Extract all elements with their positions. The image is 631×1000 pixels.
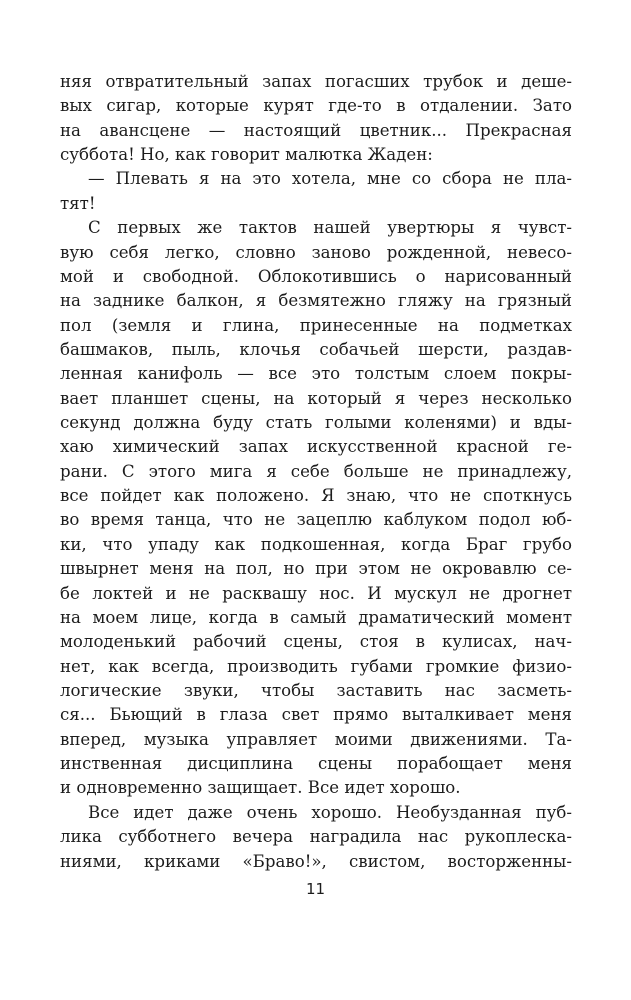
- text-line: нет, как всегда, производить губами громкие физио-: [60, 656, 572, 676]
- text-line: Все идет даже очень хорошо. Необузданная пуб-: [88, 802, 572, 822]
- text-line: С первых же тактов нашей увертюры я чувст-: [88, 218, 572, 238]
- text-line: башмаков, пыль, клочья собачьей шерсти, раздав-: [60, 339, 572, 359]
- text-line: во время танца, что не зацеплю каблуком подол юб-: [60, 510, 572, 530]
- text-line: на заднике балкон, я безмятежно гляжу на грязный: [60, 291, 572, 311]
- text-line: на авансцене — настоящий цветник... Прекрасная: [60, 120, 572, 140]
- text-line: швырнет меня на пол, но при этом не окровавлю се-: [60, 559, 572, 579]
- text-line: ниями, криками «Браво!», свистом, восторженны-: [60, 851, 572, 871]
- text-line: вперед, музыка управляет моими движениями. Та-: [60, 729, 572, 749]
- text-line: инственная дисциплина сцены порабощает меня: [60, 754, 572, 774]
- text-line: ки, что упаду как подкошенная, когда Браг грубо: [60, 534, 572, 554]
- text-line: вую себя легко, словно заново рожденной, невесо-: [60, 242, 572, 262]
- text-line: все пойдет как положено. Я знаю, что не споткнусь: [60, 486, 572, 506]
- text-line: суббота! Но, как говорит малютка Жаден:: [60, 145, 433, 165]
- text-line: — Плевать я на это хотела, мне со сбора не пла-: [88, 169, 572, 189]
- text-line: тят!: [60, 193, 96, 213]
- text-line: лика субботнего вечера наградила нас рукоплеска-: [60, 827, 572, 847]
- text-line: бе локтей и не расквашу нос. И мускул не дрогнет: [60, 583, 572, 603]
- text-line: на моем лице, когда в самый драматический момент: [60, 607, 572, 627]
- text-line: хаю химический запах искусственной красной ге-: [60, 437, 572, 457]
- text-line: вых сигар, которые курят где-то в отдалении. Зато: [60, 96, 572, 116]
- text-line: молоденький рабочий сцены, стоя в кулисах, нач-: [60, 632, 572, 652]
- page-number: 11: [305, 880, 326, 898]
- text-line: мой и свободной. Облокотившись о нарисованный: [60, 266, 572, 286]
- body-text: [60, 70, 572, 874]
- text-line: и одновременно защищает. Все идет хорошо.: [60, 778, 461, 798]
- text-line: секунд должна буду стать голыми коленями) и вды-: [60, 413, 572, 433]
- text-line: вает планшет сцены, на который я через несколько: [60, 388, 572, 408]
- text-line: рани. С этого мига я себе больше не принадлежу,: [60, 461, 572, 481]
- text-line: логические звуки, чтобы заставить нас засметь-: [60, 680, 572, 700]
- text-line: няя отвратительный запах погасших трубок и деше-: [60, 72, 572, 91]
- text-line: ленная канифоль — все это толстым слоем покры-: [60, 364, 572, 384]
- text-line: пол (земля и глина, принесенные на подметках: [60, 315, 572, 335]
- text-line: ся... Бьющий в глаза свет прямо выталкивает меня: [60, 705, 572, 725]
